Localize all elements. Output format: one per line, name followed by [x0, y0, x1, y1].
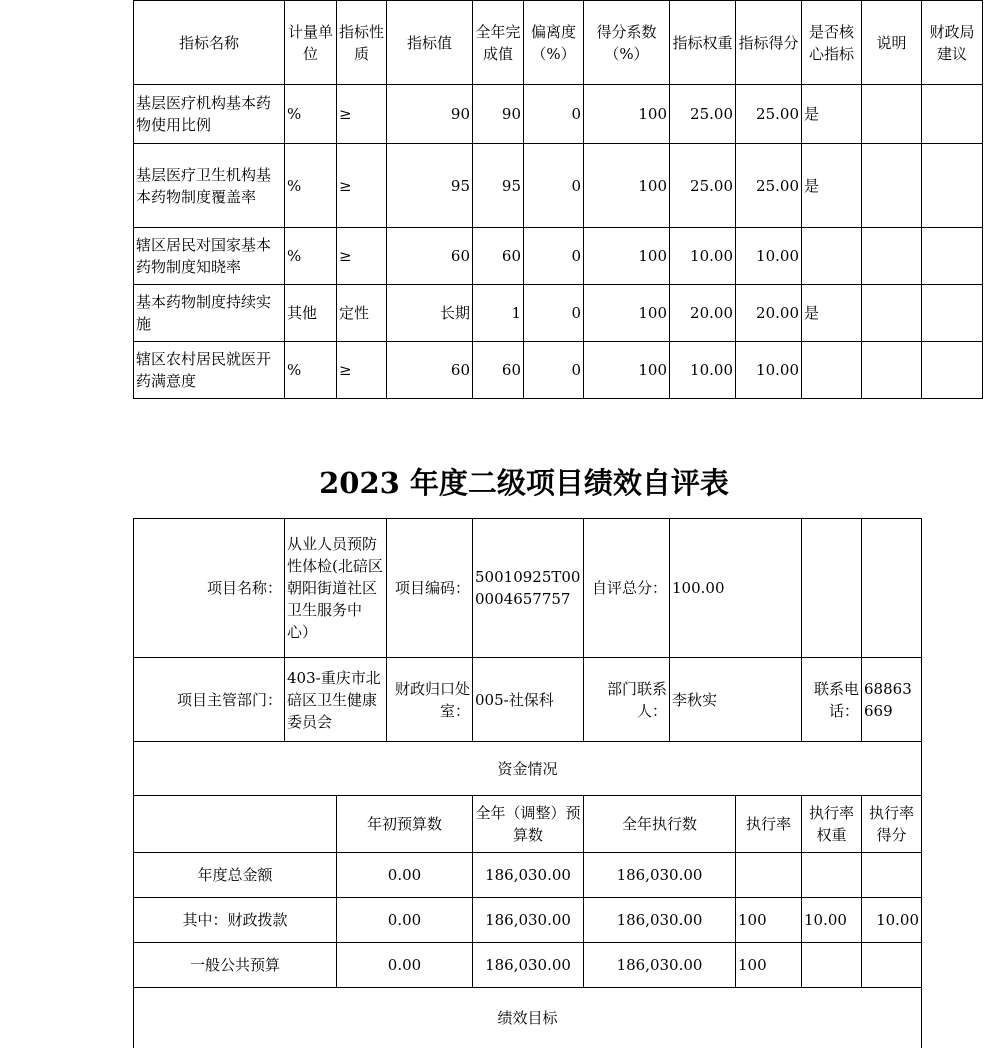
dept-value: 403-重庆市北碚区卫生健康委员会 [285, 658, 387, 742]
fund-item: 一般公共预算 [134, 943, 337, 988]
header-cell: 执行率权重 [802, 796, 862, 853]
initial-budget: 0.00 [337, 943, 473, 988]
indicator-name: 辖区农村居民就医开药满意度 [134, 342, 285, 399]
core-flag [802, 342, 862, 399]
dept-label: 项目主管部门： [134, 658, 285, 742]
actual-value: 95 [473, 144, 524, 228]
self-score-label: 自评总分： [584, 519, 670, 658]
goals-section-title: 绩效目标 [134, 988, 922, 1048]
funds-header-row [134, 796, 922, 853]
page-title: 2023 年度二级项目绩效自评表 [319, 466, 729, 500]
core-flag: 是 [802, 144, 862, 228]
actual-value: 90 [473, 85, 524, 144]
score-value: 10.00 [736, 228, 802, 285]
table-row [134, 85, 983, 144]
score-value: 25.00 [736, 85, 802, 144]
header-cell: 全年完成值 [473, 1, 524, 85]
header-cell: 指标值 [387, 1, 473, 85]
execution-rate [736, 853, 802, 898]
deviation-value: 0 [524, 144, 584, 228]
indicator-header-row [134, 1, 983, 85]
rate-score: 10.00 [862, 898, 922, 943]
core-flag: 是 [802, 85, 862, 144]
project-code-label: 项目编码： [387, 519, 473, 658]
coefficient-value: 100 [584, 285, 670, 342]
executed-amount: 186,030.00 [584, 943, 736, 988]
advice-cell [922, 342, 983, 399]
indicator-name: 基层医疗卫生机构基本药物制度覆盖率 [134, 144, 285, 228]
nature-cell: ≥ [337, 85, 387, 144]
table-row [134, 144, 983, 228]
table-row [134, 943, 922, 988]
contact-label: 部门联系人： [584, 658, 670, 742]
coefficient-value: 100 [584, 228, 670, 285]
executed-amount: 186,030.00 [584, 898, 736, 943]
office-value: 005-社保科 [473, 658, 584, 742]
score-value: 10.00 [736, 342, 802, 399]
coefficient-value: 100 [584, 144, 670, 228]
adjusted-budget: 186,030.00 [473, 898, 584, 943]
header-cell: 得分系数（%） [584, 1, 670, 85]
header-cell: 执行率 [736, 796, 802, 853]
target-value: 长期 [387, 285, 473, 342]
deviation-value: 0 [524, 85, 584, 144]
header-cell: 执行率得分 [862, 796, 922, 853]
table-row [134, 898, 922, 943]
unit-cell: % [285, 228, 337, 285]
advice-cell [922, 144, 983, 228]
phone-label: 联系电话： [802, 658, 862, 742]
table-row [134, 285, 983, 342]
advice-cell [922, 85, 983, 144]
header-cell [134, 796, 337, 853]
self-score-value: 100.00 [670, 519, 802, 658]
deviation-value: 0 [524, 342, 584, 399]
table-row [134, 853, 922, 898]
rate-score [862, 853, 922, 898]
nature-cell: ≥ [337, 342, 387, 399]
funds-section-row [134, 742, 922, 796]
goals-section-row [134, 988, 922, 1048]
weight-value: 10.00 [670, 228, 736, 285]
table-row [134, 228, 983, 285]
unit-cell: % [285, 342, 337, 399]
header-cell: 计量单位 [285, 1, 337, 85]
rate-weight [802, 853, 862, 898]
empty-cell [862, 519, 922, 658]
core-flag [802, 228, 862, 285]
project-name-value: 从业人员预防性体检(北碚区朝阳街道社区卫生服务中心） [285, 519, 387, 658]
indicator-name: 基层医疗机构基本药物使用比例 [134, 85, 285, 144]
department-row [134, 658, 922, 742]
header-cell: 偏离度（%） [524, 1, 584, 85]
executed-amount: 186,030.00 [584, 853, 736, 898]
funds-section-title: 资金情况 [134, 742, 922, 796]
weight-value: 10.00 [670, 342, 736, 399]
coefficient-value: 100 [584, 85, 670, 144]
weight-value: 25.00 [670, 85, 736, 144]
header-cell: 财政局建议 [922, 1, 983, 85]
advice-cell [922, 285, 983, 342]
empty-cell [802, 519, 862, 658]
target-value: 60 [387, 342, 473, 399]
actual-value: 60 [473, 342, 524, 399]
header-cell: 说明 [862, 1, 922, 85]
header-cell: 全年执行数 [584, 796, 736, 853]
note-cell [862, 285, 922, 342]
indicator-table [133, 0, 983, 399]
project-evaluation-table [133, 518, 922, 1048]
note-cell [862, 85, 922, 144]
contact-value: 李秋实 [670, 658, 802, 742]
rate-weight: 10.00 [802, 898, 862, 943]
nature-cell: 定性 [337, 285, 387, 342]
indicator-name: 基本药物制度持续实施 [134, 285, 285, 342]
coefficient-value: 100 [584, 342, 670, 399]
header-cell: 指标名称 [134, 1, 285, 85]
weight-value: 20.00 [670, 285, 736, 342]
initial-budget: 0.00 [337, 898, 473, 943]
rate-weight [802, 943, 862, 988]
project-code-value: 50010925T000004657757 [473, 519, 584, 658]
score-value: 25.00 [736, 144, 802, 228]
header-cell: 全年（调整）预算数 [473, 796, 584, 853]
advice-cell [922, 228, 983, 285]
execution-rate: 100 [736, 898, 802, 943]
target-value: 90 [387, 85, 473, 144]
weight-value: 25.00 [670, 144, 736, 228]
actual-value: 1 [473, 285, 524, 342]
adjusted-budget: 186,030.00 [473, 853, 584, 898]
deviation-value: 0 [524, 228, 584, 285]
rate-score [862, 943, 922, 988]
office-label: 财政归口处室： [387, 658, 473, 742]
header-cell: 指标性质 [337, 1, 387, 85]
note-cell [862, 228, 922, 285]
execution-rate: 100 [736, 943, 802, 988]
core-flag: 是 [802, 285, 862, 342]
nature-cell: ≥ [337, 228, 387, 285]
note-cell [862, 342, 922, 399]
header-cell: 指标权重 [670, 1, 736, 85]
target-value: 95 [387, 144, 473, 228]
unit-cell: 其他 [285, 285, 337, 342]
fund-item: 年度总金额 [134, 853, 337, 898]
note-cell [862, 144, 922, 228]
nature-cell: ≥ [337, 144, 387, 228]
table-row [134, 342, 983, 399]
phone-value: 68863669 [862, 658, 922, 742]
initial-budget: 0.00 [337, 853, 473, 898]
target-value: 60 [387, 228, 473, 285]
unit-cell: % [285, 144, 337, 228]
header-cell: 是否核心指标 [802, 1, 862, 85]
adjusted-budget: 186,030.00 [473, 943, 584, 988]
deviation-value: 0 [524, 285, 584, 342]
project-name-label: 项目名称： [134, 519, 285, 658]
fund-item: 其中：财政拨款 [134, 898, 337, 943]
unit-cell: % [285, 85, 337, 144]
project-row [134, 519, 922, 658]
indicator-name: 辖区居民对国家基本药物制度知晓率 [134, 228, 285, 285]
header-cell: 指标得分 [736, 1, 802, 85]
score-value: 20.00 [736, 285, 802, 342]
actual-value: 60 [473, 228, 524, 285]
header-cell: 年初预算数 [337, 796, 473, 853]
